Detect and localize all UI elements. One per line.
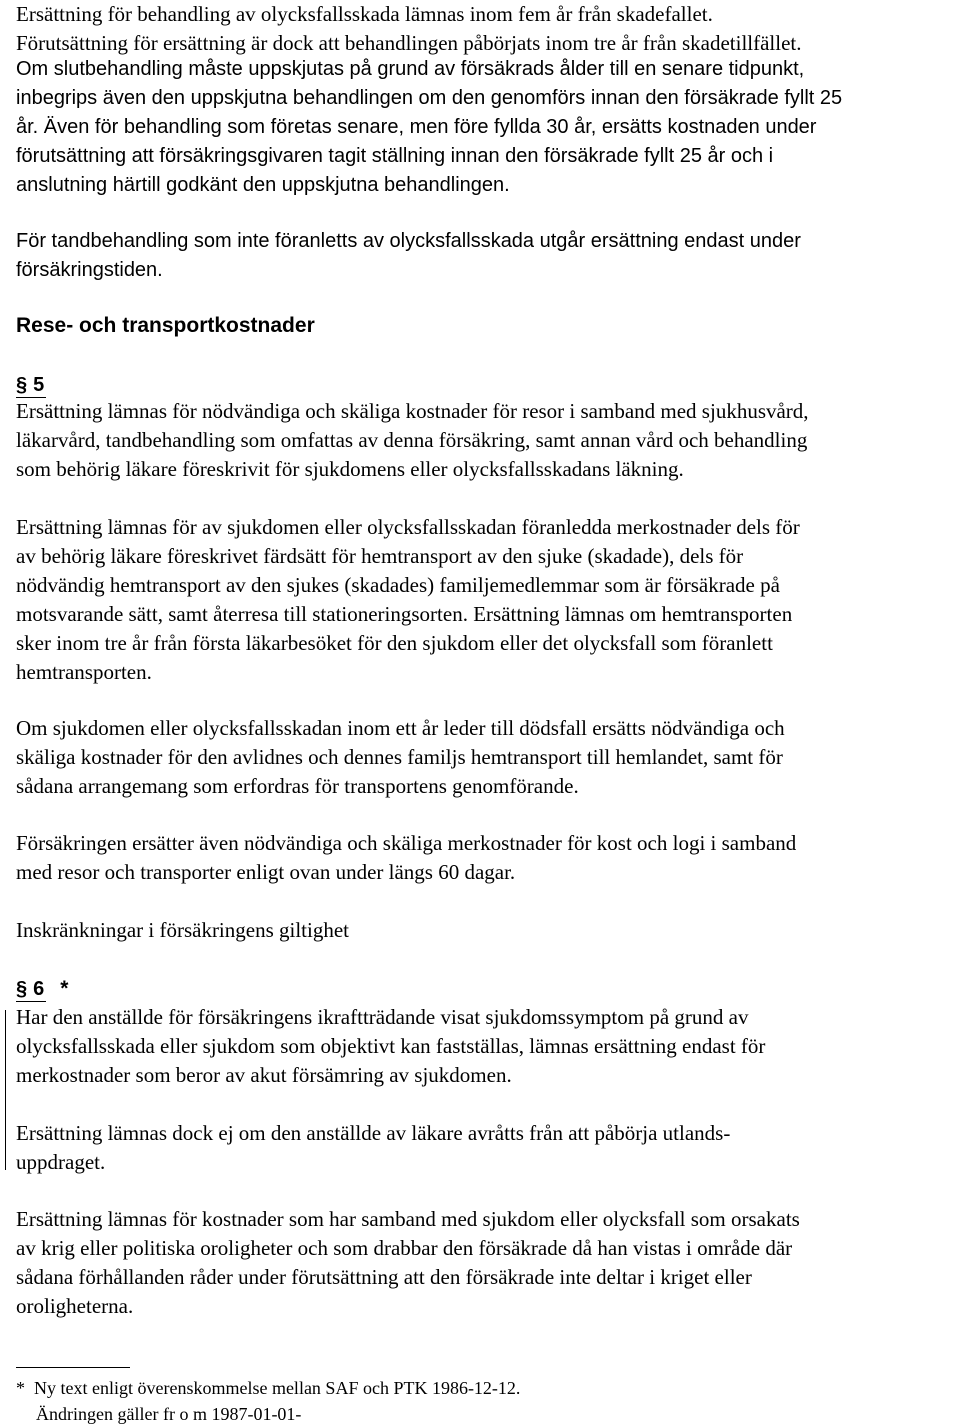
footnote-line: Ändringen gäller fr o m 1987-01-01- [36,1404,302,1424]
text-line: som behörig läkare föreskrivit för sjukdomens eller olycksfallsskadans läkning. [16,457,684,481]
revision-bar [5,1010,6,1170]
text-line: förutsättning att försäkringsgivaren tagit ställning innan den försäkrade fyllt 25 år och i [16,145,774,167]
footnote-reference: * [60,977,69,1000]
travel-paragraph-3 [16,714,956,801]
text-line: Ersättning lämnas för nödvändiga och skäliga kostnader för resor i samband med sjukhusvård, [16,399,809,423]
text-line: olycksfallsskada eller sjukdom som objektivt kan fastställas, lämnas ersättning endast för [16,1034,766,1058]
text-line: försäkringstiden. [16,259,163,281]
footnote-text: Ny text enligt överenskommelse mellan SAF och PTK 1986-12-12. [34,1378,521,1398]
text-line: För tandbehandling som inte föranletts av olycksfallsskada utgår ersättning endast under [16,230,801,252]
text-line: sker inom tre år från första läkarbesöket för den sjukdom eller det olycksfall som föranlett [16,631,773,655]
footnote [16,1375,956,1427]
text-line: motsvarande sätt, samt återresa till stationeringsorten. Ersättning lämnas om hemtransporten [16,602,793,626]
text-line: skäliga kostnader för den avlidnes och dennes familjs hemtransport till hemlandet, samt för [16,745,783,769]
text-line: läkarvård, tandbehandling som omfattas av denna försäkring, samt annan vård och behandling [16,428,808,452]
section-symbol: § [16,978,28,1000]
text-line: Ersättning lämnas för kostnader som har samband med sjukdom eller olycksfall som orsakats [16,1207,800,1231]
dental-paragraph [16,227,956,285]
text-line: Har den anställde för försäkringens ikraftträdande visat sjukdomssymptom på grund av [16,1005,749,1029]
travel-paragraph-2 [16,513,956,687]
paragraph-number [16,373,46,398]
text-line: inbegrips även den uppskjutna behandlingen om den genomförs innan den försäkrade fyllt 25 [16,87,843,109]
text-line: sådana förhållanden råder under förutsättning att den försäkrade inte deltar i kriget eller [16,1265,752,1289]
footnote-separator [16,1367,130,1368]
text-line: sådana arrangemang som erfordras för transportens genomförande. [16,774,579,798]
footnote-marker: * [16,1378,25,1398]
text-line: med resor och transporter enligt ovan under längs 60 dagar. [16,860,516,884]
text-line: Om sjukdomen eller olycksfallsskadan inom ett år leder till dödsfall ersätts nödvändiga och [16,716,785,740]
text-line: Ersättning lämnas dock ej om den anställde av läkare avråtts från att påbörja utlands- [16,1121,731,1145]
section-heading-travel: Rese- och transportkostnader [16,314,315,337]
section-symbol: § [16,374,28,396]
text-line: Ersättning lämnas för av sjukdomen eller olycksfallsskadan föranledda merkostnader dels för [16,515,800,539]
travel-paragraph-4 [16,829,956,887]
text-line: Förutsättning för ersättning är dock att behandlingen påbörjats inom tre år från skadetillfället. [16,31,802,55]
paragraph-5-label [16,370,956,399]
travel-paragraph-1 [16,397,956,484]
text-line: anslutning härtill godkänt den uppskjutna behandlingen. [16,174,510,196]
intro-paragraph [16,0,956,58]
text-line: Försäkringen ersätter även nödvändiga och skäliga merkostnader för kost och logi i samband [16,831,797,855]
paragraph-6-label [16,974,956,1003]
text-line: Om slutbehandling måste uppskjutas på grund av försäkrads ålder till en senare tidpunkt, [16,58,805,80]
paragraph-number-value: 5 [33,374,45,396]
restrictions-paragraph-1 [16,1003,956,1090]
text-line: oroligheterna. [16,1294,134,1318]
text-line: uppdraget. [16,1150,106,1174]
restrictions-paragraph-3 [16,1205,956,1321]
footnote-line [16,1375,956,1401]
text-line: av krig eller politiska oroligheter och som drabbar den försäkrade då han vistas i område där [16,1236,793,1260]
deferred-treatment-paragraph [16,55,956,200]
text-line: nödvändig hemtransport av den sjukes (skadades) familjemedlemmar som är försäkrade på [16,573,780,597]
paragraph-number-value: 6 [33,978,45,1000]
text-line: merkostnader som beror av akut försämring av sjukdomen. [16,1063,512,1087]
text-line: Ersättning för behandling av olycksfallsskada lämnas inom fem år från skadefallet. [16,2,713,26]
paragraph-number [16,977,46,1002]
text-line: av behörig läkare föreskrivet färdsätt för hemtransport av den sjuke (skadade), dels för [16,544,744,568]
restrictions-paragraph-2 [16,1119,956,1177]
text-line: år. Även för behandling som företas senare, men före fyllda 30 år, ersätts kostnaden under [16,116,817,138]
section-heading-restrictions: Inskränkningar i försäkringens giltighet [16,918,350,942]
text-line: hemtransporten. [16,660,152,684]
